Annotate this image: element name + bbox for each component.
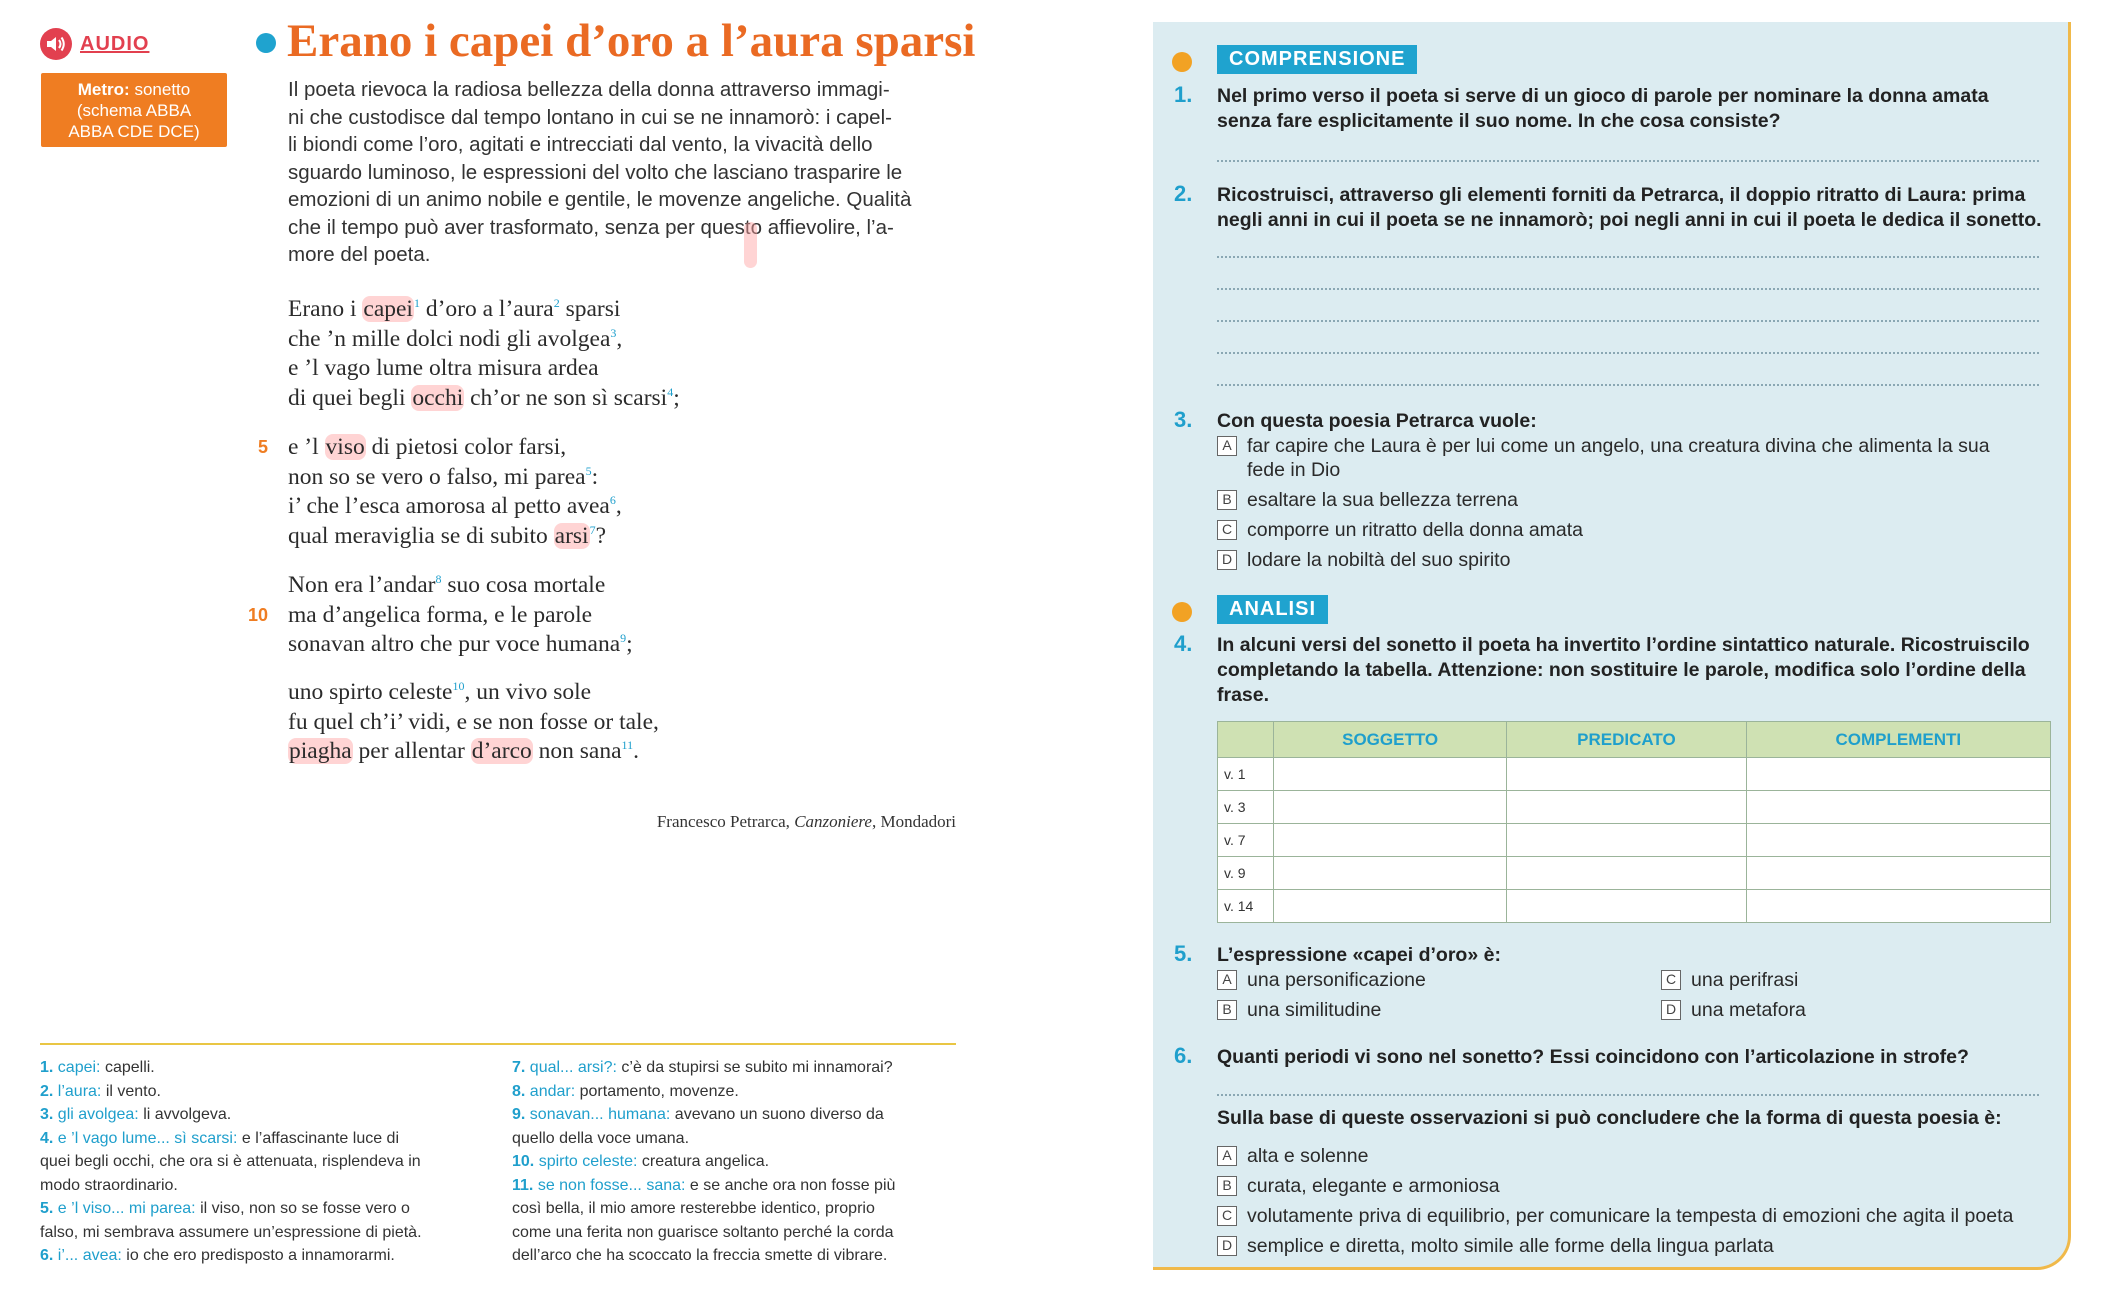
stanza-4 [288,678,659,767]
poem-line-4: di quei begli occhi ch’or ne son sì scarsi$^4$; [288,384,680,411]
table-cell[interactable] [1507,857,1746,890]
footnote-cont: dell’arco che ha scoccato la freccia smette di vibrare. [512,1247,888,1264]
footnote: 5. e ’l viso... mi parea: il viso, non so se fosse vero o [40,1200,410,1217]
footnote: 3. gli avolgea: li avvolgeva. [40,1106,232,1123]
row-label: v. 14 [1218,890,1274,923]
table-cell[interactable] [1746,791,2050,824]
highlight-word: occhi [412,384,464,411]
footnote-ref[interactable]: 10 [452,679,465,694]
table-cell[interactable] [1274,791,1507,824]
poem-line-3: e ’l vago lume oltra misura ardea [288,355,599,381]
table-row [1218,857,2051,890]
question-1-number: 1. [1174,82,1193,107]
footnote: 7. qual... arsi?: c’è da stupirsi se subito mi innamorai? [512,1059,893,1076]
footnote-ref[interactable]: 9 [620,631,627,646]
row-label: v. 3 [1218,791,1274,824]
footnote: 8. andar: portamento, movenze. [512,1082,739,1100]
poem-line-8: qual meraviglia se di subito arsi$^7$? [288,522,607,549]
answer-line[interactable] [1217,1094,2039,1096]
answer-line[interactable] [1217,384,2039,386]
table-cell[interactable] [1746,857,2050,890]
footnote-ref[interactable]: 7 [589,522,596,537]
page-title: Erano i capei d’oro a l’aura sparsi [287,15,976,67]
audio-label[interactable]: AUDIO [80,32,150,55]
q3-option-a[interactable]: A far capire che Laura è per lui come un angelo, una creatura divina che alimenta la sua fede in Dio [1217,434,2057,482]
answer-line[interactable] [1217,320,2039,322]
table-header: PREDICATO [1507,722,1746,758]
question-3-number: 3. [1174,407,1193,432]
footnote-cont: modo straordinario. [40,1176,178,1194]
table-cell[interactable] [1746,824,2050,857]
intro-line: Il poeta rievoca la radiosa bellezza della donna attraverso immagi- [288,78,890,101]
table-cell[interactable] [1507,791,1746,824]
footnote: 10. spirto celeste: creatura angelica. [512,1153,770,1170]
question-2-text: Ricostruisci, attraverso gli elementi forniti da Petrarca, il doppio ritratto di Laura: prima negli anni in cui il poeta se ne innamorò; poi negli anni in cui il poeta le dedica il sonetto. [1217,184,2042,231]
section-analisi: ANALISI [1217,595,1328,624]
poem-line-10: ma d’angelica forma, e le parole [288,601,593,628]
q6-option-d[interactable]: D semplice e diretta, molto simile alle forme della lingua parlata [1217,1234,1774,1258]
highlight-word: viso [325,434,365,460]
row-label: v. 9 [1218,857,1274,890]
checkbox[interactable]: B [1217,1176,1237,1196]
source-citation: Francesco Petrarca, Canzoniere, Mondadori [656,812,956,831]
table-header: SOGGETTO [1274,722,1507,758]
q3-option-b[interactable]: B esaltare la sua bellezza terrena [1217,488,1518,512]
question-4-text: In alcuni versi del sonetto il poeta ha invertito l’ordine sintattico naturale. Ricostruiscilo completando la tabella. Attenzione: non sostituire le parole, modifica solo l’ordine della frase. [1217,634,2030,706]
footnote: 4. e ’l vago lume... sì scarsi: e l’affascinante luce di [40,1129,400,1147]
poem-line-11: sonavan altro che pur voce humana$^9$; [288,631,633,657]
footnote-ref[interactable]: 11 [621,738,634,753]
answer-line[interactable] [1217,160,2039,162]
meter-value: sonetto [134,80,191,99]
question-5-text: L’espressione «capei d’oro» è: [1217,944,1501,966]
checkbox[interactable]: C [1217,1206,1237,1226]
footnote: 11. se non fosse... sana: e se anche ora non fosse più [512,1176,896,1194]
meter-label: Metro: [77,80,130,99]
poem-line-1: Erano i capei$^1$ d’oro a l’aura$^2$ sparsi [288,296,621,322]
table-header [1218,722,1274,758]
table-header: COMPLEMENTI [1746,722,2050,758]
table-cell[interactable] [1274,890,1507,923]
table-cell[interactable] [1746,890,2050,923]
q3-option-d[interactable]: D lodare la nobiltà del suo spirito [1217,548,1510,572]
poem-line-14: piagha per allentar d’arco non sana$^{11}$. [289,738,639,764]
row-label: v. 7 [1218,824,1274,857]
speaker-icon [40,28,72,60]
footnote-ref[interactable]: 1 [413,296,420,311]
q6-option-b[interactable]: B curata, elegante e armoniosa [1217,1174,1500,1198]
section-bullet [1172,602,1192,622]
footnote: 6. i’... avea: io che ero predisposto a innamorarmi. [40,1247,395,1264]
footnote: 2. l’aura: il vento. [40,1082,161,1100]
intro-line: li biondi come l’oro, agitati e intrecciati dal vento, la vivacità dello [288,133,873,156]
stanza-2 [288,433,622,551]
highlight-word: d’arco [471,738,532,764]
checkbox[interactable]: C [1217,520,1237,540]
intro-line: ni che custodisce dal tempo lontano in cui se ne innamorò: i capel- [288,105,892,129]
footnote-ref[interactable]: 6 [609,493,616,508]
question-2-number: 2. [1174,181,1193,206]
footnote-ref[interactable]: 2 [553,296,560,311]
poem-line-5: e ’l viso di pietosi color farsi, [288,434,567,460]
footnote-ref[interactable]: 4 [667,384,674,399]
checkbox[interactable]: B [1217,1000,1237,1020]
intro-line: emozioni di un animo nobile e gentile, le movenze angeliche. Qualità [288,188,912,211]
q5-option-c[interactable]: C una perifrasi [1661,968,1798,992]
footnote: 1. capei: capelli. [40,1059,155,1076]
footnote-ref[interactable]: 8 [435,572,442,587]
table-cell[interactable] [1274,857,1507,890]
footnote-ref[interactable]: 5 [585,463,592,478]
footnote-cont: quello della voce umana. [512,1129,690,1147]
intro-line: more del poeta. [288,243,431,266]
highlight-mark [744,222,757,268]
answer-line[interactable] [1217,352,2039,354]
poem-line-6: non so se vero o falso, mi parea$^5$: [288,463,599,490]
question-5-number: 5. [1174,941,1193,966]
table-cell[interactable] [1746,758,2050,791]
intro-line: che il tempo può aver trasformato, senza per questo affievolire, l’a- [288,215,894,239]
question-1-text: Nel primo verso il poeta si serve di un gioco di parole per nominare la donna amata senza fare esplicitamente il suo nome. In che cosa consiste? [1217,85,1989,132]
footnote-cont: così bella, il mio amore resterebbe identico, proprio [512,1200,875,1217]
question-6-text: Quanti periodi vi sono nel sonetto? Essi coincidono con l’articolazione in strofe? [1217,1046,1969,1068]
highlight-word: capei [363,296,413,322]
meter-scheme-1: (schema ABBA [76,101,192,120]
meter-scheme-2: ABBA CDE DCE) [68,122,200,141]
table-row [1218,824,2051,857]
footnote: 9. sonavan... humana: avevano un suono diverso da [512,1106,884,1123]
q3-option-c[interactable]: C comporre un ritratto della donna amata [1217,518,1583,542]
question-6-number: 6. [1174,1043,1193,1068]
table-header-row [1218,722,2051,758]
table-cell[interactable] [1274,824,1507,857]
meter-box [41,73,227,147]
checkbox[interactable]: D [1217,1236,1237,1256]
stanza-3 [288,571,633,660]
checkbox[interactable]: D [1217,550,1237,570]
table-cell[interactable] [1507,824,1746,857]
intro-paragraph [288,76,956,269]
line-number-10: 10 [248,605,269,625]
footnotes-right [512,1056,962,1268]
q6-option-a[interactable]: A alta e solenne [1217,1144,1368,1168]
poem-line-12: uno spirto celeste$^{10}$, un vivo sole [288,679,592,705]
answer-line[interactable] [1217,288,2039,290]
footnote-ref[interactable]: 3 [610,325,617,340]
checkbox[interactable]: A [1217,1146,1237,1166]
checkbox[interactable]: A [1217,436,1237,456]
stanza-1 [288,295,680,413]
row-label: v. 1 [1218,758,1274,791]
q6-option-c[interactable]: C volutamente priva di equilibrio, per comunicare la tempesta di emozioni che agita il poeta [1217,1204,2013,1228]
table-cell[interactable] [1274,758,1507,791]
footnote-cont: falso, mi sembrava assumere un’espressione di pietà. [40,1223,422,1241]
syntax-table [1217,721,2051,923]
poem-line-13: fu quel ch’i’ vidi, e se non fosse or tale, [288,708,659,735]
q5-option-d[interactable]: D una metafora [1661,998,1806,1022]
poem-line-7: i’ che l’esca amorosa al petto avea$^6$, [288,493,622,519]
checkbox[interactable]: A [1217,970,1237,990]
footnote-cont: quei begli occhi, che ora si è attenuata, risplendeva in [40,1153,421,1170]
poem-line-2: che ’n mille dolci nodi gli avolgea$^3$, [288,325,623,352]
footnote-cont: come una ferita non guarisce soltanto perché la corda [512,1223,894,1241]
table-cell[interactable] [1507,890,1746,923]
table-cell[interactable] [1507,758,1746,791]
answer-line[interactable] [1217,256,2039,258]
checkbox[interactable]: D [1661,1000,1681,1020]
question-3-text: Con questa poesia Petrarca vuole: [1217,410,1537,432]
question-4-number: 4. [1174,631,1193,656]
checkbox[interactable]: B [1217,490,1237,510]
q5-option-b[interactable]: B una similitudine [1217,998,1381,1022]
checkbox[interactable]: C [1661,970,1681,990]
table-row [1218,791,2051,824]
footnotes-left [40,1056,480,1268]
poem-line-9: Non era l’andar$^8$ suo cosa mortale [288,572,606,598]
highlight-word: arsi [554,522,589,549]
intro-line: sguardo luminoso, le espressioni del volto che lasciano trasparire le [288,160,903,184]
highlight-word: piagha [289,738,352,764]
audio-button[interactable] [40,28,149,60]
section-bullet [1172,52,1192,72]
footnotes-divider [40,1043,956,1045]
table-row [1218,758,2051,791]
q5-option-a[interactable]: A una personificazione [1217,968,1426,992]
title-bullet [256,33,276,53]
section-comprensione: COMPRENSIONE [1217,45,1417,74]
line-number-5: 5 [258,437,269,457]
question-6-followup: Sulla base di queste osservazioni si può concludere che la forma di questa poesia è: [1217,1107,2002,1129]
table-row [1218,890,2051,923]
